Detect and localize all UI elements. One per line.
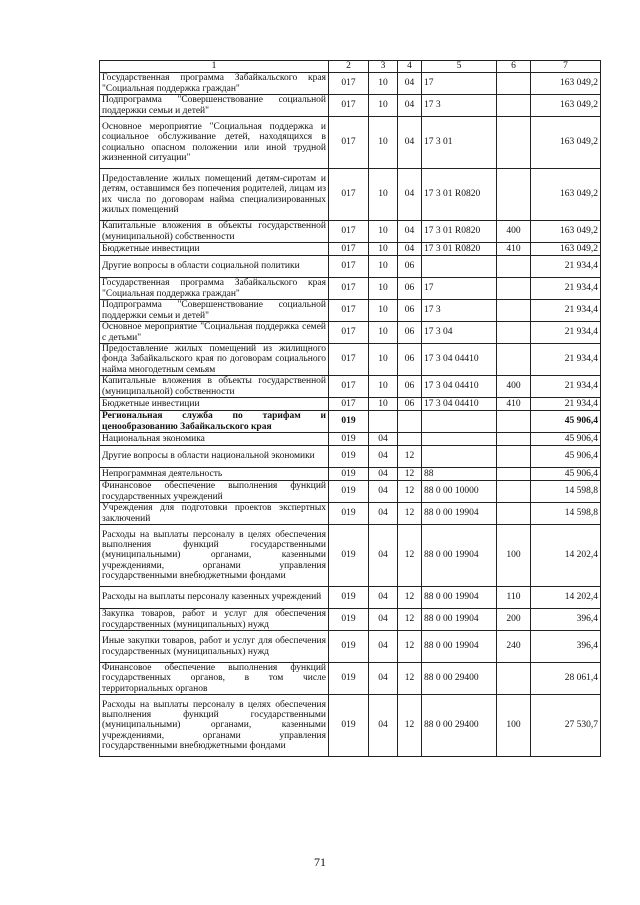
table-row xyxy=(100,481,601,503)
item-name-cell: Капитальные вложения в объекты государственной (муниципальной) собственности xyxy=(100,376,329,398)
table-row xyxy=(100,221,601,243)
target-article-code-cell: 88 0 00 19904 xyxy=(422,631,497,663)
ministry-code-cell: 017 xyxy=(329,398,369,411)
expense-type-code-cell xyxy=(497,663,531,695)
ministry-code-cell: 019 xyxy=(329,609,369,631)
section-code-cell: 04 xyxy=(369,663,398,695)
table-row xyxy=(100,376,601,398)
subsection-code-cell: 12 xyxy=(398,446,422,468)
table-row xyxy=(100,525,601,587)
amount-cell: 14 598,8 xyxy=(531,503,601,525)
table-row xyxy=(100,411,601,433)
amount-cell: 163 049,2 xyxy=(531,95,601,117)
target-article-code-cell: 88 0 00 19904 xyxy=(422,503,497,525)
ministry-code-cell: 019 xyxy=(329,481,369,503)
table-row xyxy=(100,609,601,631)
item-name-cell: Национальная экономика xyxy=(100,433,329,446)
expense-type-code-cell: 400 xyxy=(497,376,531,398)
subsection-code-cell: 04 xyxy=(398,243,422,256)
ministry-code-cell: 017 xyxy=(329,221,369,243)
table-row xyxy=(100,433,601,446)
subsection-code-cell: 12 xyxy=(398,525,422,587)
expense-type-code-cell: 110 xyxy=(497,587,531,609)
target-article-code-cell: 17 3 04 04410 xyxy=(422,344,497,376)
section-code-cell: 10 xyxy=(369,95,398,117)
expense-type-code-cell xyxy=(497,468,531,481)
amount-cell: 163 049,2 xyxy=(531,169,601,221)
expense-type-code-cell xyxy=(497,411,531,433)
section-code-cell: 04 xyxy=(369,525,398,587)
section-code-cell xyxy=(369,411,398,433)
amount-cell: 45 906,4 xyxy=(531,446,601,468)
subsection-code-cell: 12 xyxy=(398,663,422,695)
subsection-code-cell: 06 xyxy=(398,278,422,300)
budget-table xyxy=(99,60,601,757)
section-code-cell: 10 xyxy=(369,344,398,376)
ministry-code-cell: 019 xyxy=(329,663,369,695)
header-cell-3: 3 xyxy=(369,61,398,73)
amount-cell: 27 530,7 xyxy=(531,695,601,757)
target-article-code-cell: 88 0 00 29400 xyxy=(422,663,497,695)
ministry-code-cell: 017 xyxy=(329,169,369,221)
item-name-cell: Предоставление жилых помещений из жилищного фонда Забайкальского края по договорам социального найма многодетным семьям xyxy=(100,344,329,376)
expense-type-code-cell xyxy=(497,481,531,503)
ministry-code-cell: 017 xyxy=(329,73,369,95)
target-article-code-cell: 88 0 00 19904 xyxy=(422,609,497,631)
ministry-code-cell: 019 xyxy=(329,411,369,433)
subsection-code-cell: 12 xyxy=(398,695,422,757)
target-article-code-cell: 88 0 00 29400 xyxy=(422,695,497,757)
item-name-cell: Региональная служба по тарифам и ценообразованию Забайкальского края xyxy=(100,411,329,433)
amount-cell: 163 049,2 xyxy=(531,221,601,243)
amount-cell: 21 934,4 xyxy=(531,256,601,278)
table-row xyxy=(100,631,601,663)
section-code-cell: 04 xyxy=(369,503,398,525)
ministry-code-cell: 019 xyxy=(329,631,369,663)
expense-type-code-cell: 400 xyxy=(497,221,531,243)
expense-type-code-cell: 100 xyxy=(497,525,531,587)
amount-cell: 163 049,2 xyxy=(531,243,601,256)
table-row xyxy=(100,300,601,322)
item-name-cell: Финансовое обеспечение выполнения функций государственных органов, в том числе территориальных органов xyxy=(100,663,329,695)
table-row xyxy=(100,695,601,757)
amount-cell: 45 906,4 xyxy=(531,433,601,446)
amount-cell: 21 934,4 xyxy=(531,398,601,411)
amount-cell: 396,4 xyxy=(531,631,601,663)
target-article-code-cell: 17 3 04 04410 xyxy=(422,398,497,411)
amount-cell: 21 934,4 xyxy=(531,322,601,344)
table-row xyxy=(100,278,601,300)
target-article-code-cell: 88 xyxy=(422,468,497,481)
target-article-code-cell: 17 3 01 R0820 xyxy=(422,221,497,243)
subsection-code-cell: 12 xyxy=(398,481,422,503)
subsection-code-cell: 12 xyxy=(398,468,422,481)
subsection-code-cell: 04 xyxy=(398,169,422,221)
section-code-cell: 10 xyxy=(369,256,398,278)
section-code-cell: 10 xyxy=(369,398,398,411)
item-name-cell: Капитальные вложения в объекты государственной (муниципальной) собственности xyxy=(100,221,329,243)
amount-cell: 163 049,2 xyxy=(531,117,601,169)
ministry-code-cell: 019 xyxy=(329,695,369,757)
expense-type-code-cell: 410 xyxy=(497,243,531,256)
section-code-cell: 10 xyxy=(369,169,398,221)
expense-type-code-cell xyxy=(497,446,531,468)
item-name-cell: Непрограммная деятельность xyxy=(100,468,329,481)
header-cell-5: 5 xyxy=(422,61,497,73)
subsection-code-cell xyxy=(398,411,422,433)
section-code-cell: 10 xyxy=(369,221,398,243)
table-row xyxy=(100,398,601,411)
section-code-cell: 10 xyxy=(369,322,398,344)
header-cell-6: 6 xyxy=(497,61,531,73)
section-code-cell: 04 xyxy=(369,587,398,609)
expense-type-code-cell: 200 xyxy=(497,609,531,631)
subsection-code-cell: 04 xyxy=(398,73,422,95)
item-name-cell: Учреждения для подготовки проектов экспертных заключений xyxy=(100,503,329,525)
subsection-code-cell: 12 xyxy=(398,631,422,663)
section-code-cell: 04 xyxy=(369,468,398,481)
item-name-cell: Подпрограмма "Совершенствование социальной поддержки семьи и детей" xyxy=(100,300,329,322)
page-number: 71 xyxy=(314,855,326,869)
target-article-code-cell: 17 xyxy=(422,73,497,95)
amount-cell: 396,4 xyxy=(531,609,601,631)
amount-cell: 14 202,4 xyxy=(531,587,601,609)
target-article-code-cell xyxy=(422,411,497,433)
item-name-cell: Иные закупки товаров, работ и услуг для обеспечения государственных (муниципальных) нужд xyxy=(100,631,329,663)
target-article-code-cell: 88 0 00 19904 xyxy=(422,525,497,587)
table-body xyxy=(100,61,601,757)
item-name-cell: Бюджетные инвестиции xyxy=(100,243,329,256)
subsection-code-cell: 04 xyxy=(398,221,422,243)
section-code-cell: 10 xyxy=(369,376,398,398)
ministry-code-cell: 017 xyxy=(329,376,369,398)
subsection-code-cell: 04 xyxy=(398,117,422,169)
target-article-code-cell: 17 xyxy=(422,278,497,300)
ministry-code-cell: 019 xyxy=(329,525,369,587)
target-article-code-cell: 88 0 00 10000 xyxy=(422,481,497,503)
amount-cell: 45 906,4 xyxy=(531,468,601,481)
table-row xyxy=(100,446,601,468)
amount-cell: 21 934,4 xyxy=(531,376,601,398)
expense-type-code-cell: 410 xyxy=(497,398,531,411)
target-article-code-cell: 17 3 01 R0820 xyxy=(422,243,497,256)
table-row xyxy=(100,468,601,481)
subsection-code-cell: 06 xyxy=(398,376,422,398)
item-name-cell: Расходы на выплаты персоналу казенных учреждений xyxy=(100,587,329,609)
table-row xyxy=(100,503,601,525)
expense-type-code-cell: 100 xyxy=(497,695,531,757)
subsection-code-cell: 06 xyxy=(398,322,422,344)
table-row xyxy=(100,663,601,695)
subsection-code-cell: 06 xyxy=(398,398,422,411)
target-article-code-cell: 17 3 01 R0820 xyxy=(422,169,497,221)
header-row xyxy=(100,61,601,73)
subsection-code-cell: 12 xyxy=(398,609,422,631)
section-code-cell: 10 xyxy=(369,300,398,322)
subsection-code-cell: 06 xyxy=(398,300,422,322)
ministry-code-cell: 019 xyxy=(329,433,369,446)
ministry-code-cell: 019 xyxy=(329,587,369,609)
target-article-code-cell xyxy=(422,256,497,278)
amount-cell: 14 202,4 xyxy=(531,525,601,587)
amount-cell: 45 906,4 xyxy=(531,411,601,433)
item-name-cell: Расходы на выплаты персоналу в целях обеспечения выполнения функций государственными (муниципальными) органами, казенными учреждениями, органами управления государственными внебюджетными фондами xyxy=(100,695,329,757)
item-name-cell: Закупка товаров, работ и услуг для обеспечения государственных (муниципальных) нужд xyxy=(100,609,329,631)
expense-type-code-cell xyxy=(497,322,531,344)
item-name-cell: Бюджетные инвестиции xyxy=(100,398,329,411)
expense-type-code-cell xyxy=(497,117,531,169)
table-row xyxy=(100,117,601,169)
item-name-cell: Государственная программа Забайкальского края "Социальная поддержка граждан" xyxy=(100,73,329,95)
amount-cell: 163 049,2 xyxy=(531,73,601,95)
ministry-code-cell: 017 xyxy=(329,322,369,344)
ministry-code-cell: 017 xyxy=(329,243,369,256)
subsection-code-cell: 12 xyxy=(398,503,422,525)
subsection-code-cell xyxy=(398,433,422,446)
amount-cell: 21 934,4 xyxy=(531,344,601,376)
section-code-cell: 04 xyxy=(369,481,398,503)
subsection-code-cell: 06 xyxy=(398,344,422,376)
subsection-code-cell: 12 xyxy=(398,587,422,609)
expense-type-code-cell: 240 xyxy=(497,631,531,663)
target-article-code-cell: 17 3 04 04410 xyxy=(422,376,497,398)
item-name-cell: Расходы на выплаты персоналу в целях обеспечения выполнения функций государственными (муниципальными) органами, казенными учреждениями, органами управления государственными внебюджетными фондами xyxy=(100,525,329,587)
ministry-code-cell: 017 xyxy=(329,300,369,322)
header-cell-4: 4 xyxy=(398,61,422,73)
header-cell-7: 7 xyxy=(531,61,601,73)
item-name-cell: Государственная программа Забайкальского края "Социальная поддержка граждан" xyxy=(100,278,329,300)
item-name-cell: Финансовое обеспечение выполнения функций государственных учреждений xyxy=(100,481,329,503)
target-article-code-cell: 17 3 04 xyxy=(422,322,497,344)
expense-type-code-cell xyxy=(497,344,531,376)
ministry-code-cell: 019 xyxy=(329,503,369,525)
section-code-cell: 04 xyxy=(369,695,398,757)
ministry-code-cell: 017 xyxy=(329,344,369,376)
section-code-cell: 04 xyxy=(369,609,398,631)
table-row xyxy=(100,95,601,117)
expense-type-code-cell xyxy=(497,503,531,525)
table-row xyxy=(100,73,601,95)
table-row xyxy=(100,344,601,376)
item-name-cell: Основное мероприятие "Социальная поддержка и социальное обслуживание детей, находящихся в социально опасном положении или иной трудной жизненной ситуации" xyxy=(100,117,329,169)
expense-type-code-cell xyxy=(497,278,531,300)
table-row xyxy=(100,322,601,344)
expense-type-code-cell xyxy=(497,169,531,221)
expense-type-code-cell xyxy=(497,256,531,278)
header-cell-1: 1 xyxy=(100,61,329,73)
amount-cell: 28 061,4 xyxy=(531,663,601,695)
expense-type-code-cell xyxy=(497,73,531,95)
ministry-code-cell: 017 xyxy=(329,256,369,278)
target-article-code-cell: 88 0 00 19904 xyxy=(422,587,497,609)
amount-cell: 21 934,4 xyxy=(531,278,601,300)
table-row xyxy=(100,169,601,221)
table-row xyxy=(100,243,601,256)
item-name-cell: Другие вопросы в области социальной политики xyxy=(100,256,329,278)
table-row xyxy=(100,256,601,278)
section-code-cell: 04 xyxy=(369,631,398,663)
target-article-code-cell: 17 3 01 xyxy=(422,117,497,169)
subsection-code-cell: 06 xyxy=(398,256,422,278)
item-name-cell: Предоставление жилых помещений детям-сиротам и детям, оставшимся без попечения родителей, лицам из их числа по договорам найма специализированных жилых помещений xyxy=(100,169,329,221)
subsection-code-cell: 04 xyxy=(398,95,422,117)
section-code-cell: 10 xyxy=(369,243,398,256)
expense-type-code-cell xyxy=(497,300,531,322)
target-article-code-cell xyxy=(422,433,497,446)
ministry-code-cell: 017 xyxy=(329,95,369,117)
section-code-cell: 10 xyxy=(369,73,398,95)
header-cell-2: 2 xyxy=(329,61,369,73)
ministry-code-cell: 017 xyxy=(329,278,369,300)
ministry-code-cell: 019 xyxy=(329,468,369,481)
ministry-code-cell: 017 xyxy=(329,117,369,169)
section-code-cell: 10 xyxy=(369,278,398,300)
expense-type-code-cell xyxy=(497,95,531,117)
table-row xyxy=(100,587,601,609)
amount-cell: 14 598,8 xyxy=(531,481,601,503)
ministry-code-cell: 019 xyxy=(329,446,369,468)
amount-cell: 21 934,4 xyxy=(531,300,601,322)
item-name-cell: Подпрограмма "Совершенствование социальной поддержки семьи и детей" xyxy=(100,95,329,117)
section-code-cell: 04 xyxy=(369,446,398,468)
target-article-code-cell xyxy=(422,446,497,468)
expense-type-code-cell xyxy=(497,433,531,446)
section-code-cell: 04 xyxy=(369,433,398,446)
item-name-cell: Основное мероприятие "Социальная поддержка семей с детьми" xyxy=(100,322,329,344)
item-name-cell: Другие вопросы в области национальной экономики xyxy=(100,446,329,468)
target-article-code-cell: 17 3 xyxy=(422,300,497,322)
target-article-code-cell: 17 3 xyxy=(422,95,497,117)
section-code-cell: 10 xyxy=(369,117,398,169)
